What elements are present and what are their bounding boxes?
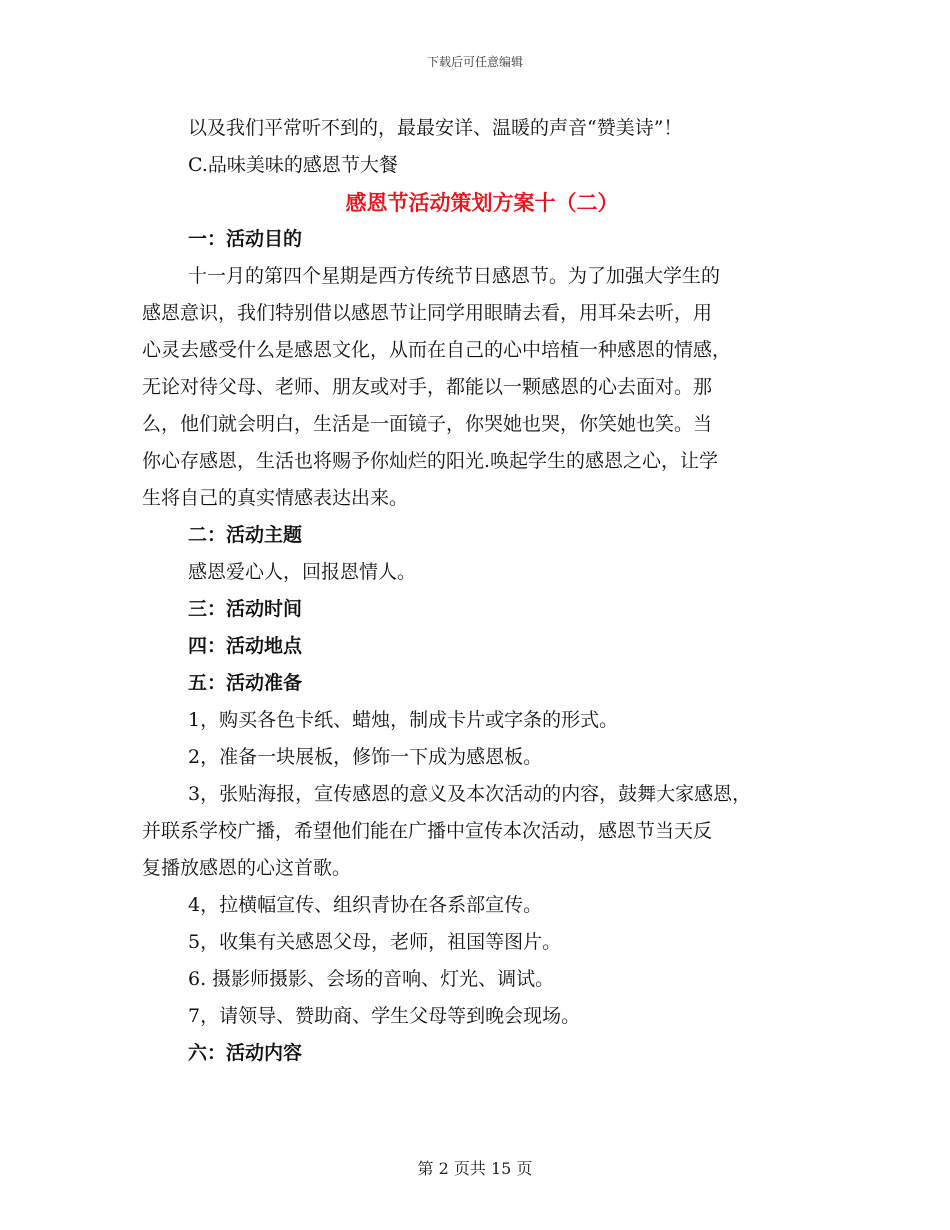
heading-time: 三：活动时间 [188, 598, 303, 620]
prep-item-6: 6. 摄影师摄影、会场的音响、灯光、调试。 [188, 968, 555, 990]
heading-location: 四：活动地点 [188, 635, 303, 657]
prep-item-7: 7，请领导、赞助商、学生父母等到晚会现场。 [188, 1005, 581, 1027]
theme-text: 感恩爱心人，回报恩情人。 [188, 561, 417, 583]
prep-item-3-line-1: 3，张贴海报，宣传感恩的意义及本次活动的内容，鼓舞大家感恩， [188, 783, 752, 805]
page-footer: 第 2 页共 15 页 [417, 1159, 533, 1178]
prep-item-4: 4，拉横幅宣传、组织青协在各系部宣传。 [188, 894, 543, 916]
page-header: 下载后可任意编辑 [426, 55, 523, 69]
prep-item-2: 2，准备一块展板，修饰一下成为感恩板。 [188, 746, 543, 768]
prep-item-5: 5，收集有关感恩父母，老师，祖国等图片。 [188, 931, 562, 953]
purpose-line-3: 心灵去感受什么是感恩文化，从而在自己的心中培植一种感恩的情感， [142, 339, 732, 361]
purpose-line-1: 十一月的第四个星期是西方传统节日感恩节。为了加强大学生的 [188, 265, 721, 287]
prep-item-3-line-2: 并联系学校广播，希望他们能在广播中宣传本次活动，感恩节当天反 [142, 820, 713, 842]
heading-purpose: 一：活动目的 [188, 228, 303, 250]
heading-theme: 二：活动主题 [188, 524, 303, 546]
purpose-line-6: 你心存感恩，生活也将赐予你灿烂的阳光.唤起学生的感恩之心，让学 [142, 450, 719, 472]
prep-item-3-line-3: 复播放感恩的心这首歌。 [142, 857, 352, 879]
intro-line-2: C.品味美味的感恩节大餐 [188, 154, 398, 176]
heading-content: 六：活动内容 [188, 1042, 303, 1064]
intro-line-1: 以及我们平常听不到的，最最安详、温暖的声音“赞美诗”！ [188, 117, 683, 139]
document-body [142, 110, 802, 1072]
prep-item-1: 1，购买各色卡纸、蜡烛，制成卡片或字条的形式。 [188, 709, 619, 731]
purpose-line-5: 么，他们就会明白，生活是一面镜子，你哭她也哭，你笑她也笑。当 [142, 413, 713, 435]
purpose-line-7: 生将自己的真实情感表达出来。 [142, 487, 409, 509]
heading-preparation: 五：活动准备 [188, 672, 303, 694]
purpose-line-4: 无论对待父母、老师、朋友或对手，都能以一颗感恩的心去面对。那 [142, 376, 713, 398]
section-title: 感恩节活动策划方案十（二） [345, 190, 619, 215]
purpose-line-2: 感恩意识，我们特别借以感恩节让同学用眼睛去看，用耳朵去听，用 [142, 302, 713, 324]
